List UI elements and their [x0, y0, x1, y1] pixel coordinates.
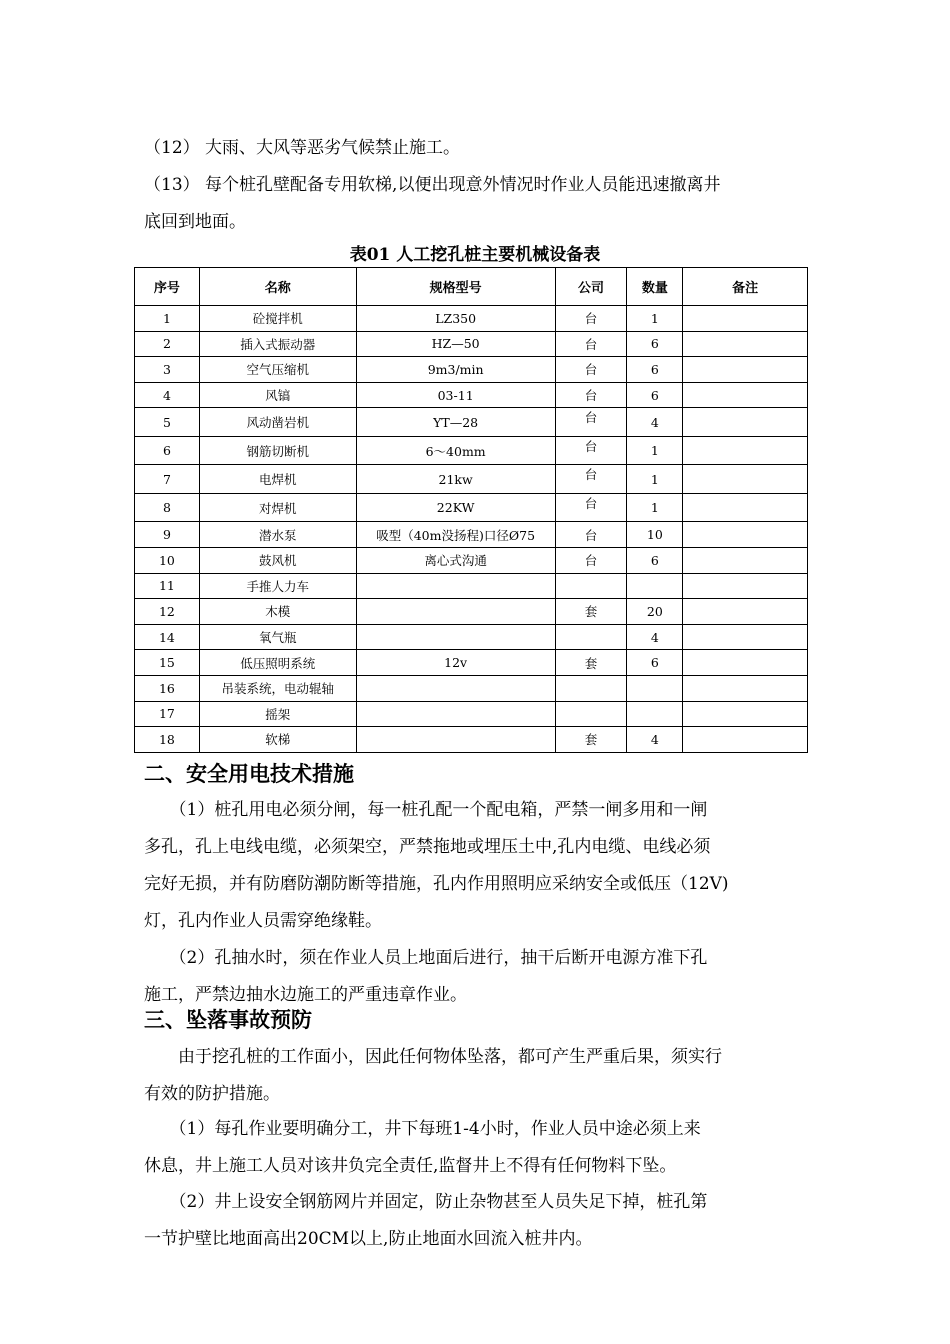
- table-cell: 17: [135, 701, 200, 727]
- table-cell: 6: [627, 650, 683, 676]
- table-row: [135, 493, 808, 522]
- table-row: [135, 357, 808, 383]
- table-cell: 6～40mm: [356, 436, 555, 465]
- paragraph-line: 多孔，孔上电线电缆，必须架空，严禁拖地或埋压土中,孔内电缆、电线必须: [144, 837, 711, 857]
- paragraph-item-12: [144, 130, 804, 167]
- paragraph-line: 有效的防护措施。: [144, 1084, 280, 1104]
- paragraph-line: （1）每孔作业要明确分工，井下每班1-4小时，作业人员中途必须上来: [144, 1119, 701, 1139]
- table-cell: 6: [135, 436, 200, 465]
- table-row: [135, 306, 808, 332]
- table-caption: 表01 人工挖孔桩主要机械设备表: [349, 245, 601, 265]
- header-cell-spec: 规格型号: [356, 268, 555, 306]
- table-cell: 风镐: [199, 382, 356, 408]
- paragraph-line: 施工，严禁边抽水边施工的严重违章作业。: [144, 985, 467, 1005]
- paragraph-line: 灯，孔内作业人员需穿绝缘鞋。: [144, 911, 382, 931]
- table-cell: 1: [627, 493, 683, 522]
- paragraph-line: 一节护壁比地面高出20CM以上,防止地面水回流入桩井内。: [144, 1229, 593, 1249]
- table-cell: 鼓风机: [199, 547, 356, 573]
- table-row: [135, 408, 808, 437]
- table-row: [135, 522, 808, 548]
- table-cell: 吊装系统，电动辊轴: [199, 675, 356, 701]
- table-cell: [683, 382, 808, 408]
- table-row: [135, 573, 808, 599]
- table-row: [135, 436, 808, 465]
- table-cell: [683, 650, 808, 676]
- table-cell: [555, 436, 627, 465]
- paragraph: [144, 940, 804, 1014]
- table-cell: 砼搅拌机: [199, 306, 356, 332]
- table-row: [135, 599, 808, 625]
- table-cell: 8: [135, 493, 200, 522]
- header-cell-remarks: 备注: [683, 268, 808, 306]
- table-cell: 台: [555, 357, 627, 383]
- table-cell: 7: [135, 465, 200, 494]
- table-row: [135, 547, 808, 573]
- table-cell: 套: [555, 599, 627, 625]
- table-cell: 4: [627, 624, 683, 650]
- table-cell: 1: [627, 306, 683, 332]
- table-cell: LZ350: [356, 306, 555, 332]
- table-row: [135, 727, 808, 753]
- table-cell: [555, 675, 627, 701]
- table-cell: 电焊机: [199, 465, 356, 494]
- paragraph-item-13: [144, 167, 804, 241]
- paragraph: [144, 1039, 804, 1113]
- header-cell-unit: 公司: [555, 268, 627, 306]
- table-cell: 21kw: [356, 465, 555, 494]
- table-row: [135, 331, 808, 357]
- table-cell: [356, 727, 555, 753]
- table-cell: [683, 573, 808, 599]
- table-cell: 氧气瓶: [199, 624, 356, 650]
- table-cell: 11: [135, 573, 200, 599]
- table-cell: 吸型（40m没扬程)口径Ø75: [356, 522, 555, 548]
- table-cell: 离心式沟通: [356, 547, 555, 573]
- table-cell: 台: [555, 547, 627, 573]
- table-cell: 1: [135, 306, 200, 332]
- table-cell: 18: [135, 727, 200, 753]
- table-cell: 12: [135, 599, 200, 625]
- paragraph-line: 由于挖孔桩的工作面小，因此任何物体坠落，都可产生严重后果，须实行: [144, 1047, 722, 1067]
- paragraph: [144, 1111, 804, 1185]
- paragraph-line: 完好无损，并有防磨防潮防断等措施，孔内作用照明应采纳安全或低压（12V): [144, 874, 729, 894]
- cell-text: 台: [584, 410, 598, 426]
- section-heading: 二、安全用电技术措施: [144, 761, 354, 786]
- table-cell: 风动凿岩机: [199, 408, 356, 437]
- table-cell: HZ—50: [356, 331, 555, 357]
- table-cell: 软梯: [199, 727, 356, 753]
- table-header-row: [135, 268, 808, 306]
- table-cell: 2: [135, 331, 200, 357]
- cell-text: 台: [584, 495, 598, 511]
- table-cell: [555, 624, 627, 650]
- paragraph-line: （12） 大雨、大风等恶劣气候禁止施工。: [144, 138, 461, 158]
- table-cell: 摇架: [199, 701, 356, 727]
- table-cell: 低压照明系统: [199, 650, 356, 676]
- table-cell: 套: [555, 727, 627, 753]
- header-cell-quantity: 数量: [627, 268, 683, 306]
- table-cell: [683, 436, 808, 465]
- table-cell: 5: [135, 408, 200, 437]
- table-cell: 9: [135, 522, 200, 548]
- table-cell: [683, 599, 808, 625]
- table-cell: 钢筋切断机: [199, 436, 356, 465]
- table-cell: [627, 675, 683, 701]
- table-cell: [555, 701, 627, 727]
- table-cell: 空气压缩机: [199, 357, 356, 383]
- table-row: [135, 675, 808, 701]
- table-cell: 6: [627, 382, 683, 408]
- table-cell: [356, 573, 555, 599]
- table-cell: 6: [627, 357, 683, 383]
- table-cell: [683, 408, 808, 437]
- table-cell: [683, 727, 808, 753]
- table-cell: 套: [555, 650, 627, 676]
- table-cell: [627, 573, 683, 599]
- table-cell: 20: [627, 599, 683, 625]
- table-cell: 15: [135, 650, 200, 676]
- table-cell: 16: [135, 675, 200, 701]
- table-cell: [683, 357, 808, 383]
- table-cell: 4: [627, 408, 683, 437]
- paragraph-line: （13） 每个桩孔壁配备专用软梯,以便出现意外情况时作业人员能迅速撤离井: [144, 175, 721, 195]
- paragraph-line: （2）孔抽水时，须在作业人员上地面后进行，抽干后断开电源方准下孔: [144, 948, 708, 968]
- paragraph: [144, 792, 804, 940]
- header-cell-name: 名称: [199, 268, 356, 306]
- table-cell: 潜水泵: [199, 522, 356, 548]
- table-cell: 9m3/min: [356, 357, 555, 383]
- table-cell: [555, 408, 627, 437]
- table-cell: 台: [555, 522, 627, 548]
- table-cell: [683, 331, 808, 357]
- table-cell: 10: [627, 522, 683, 548]
- paragraph-line: （2）井上设安全钢筋网片并固定，防止杂物甚至人员失足下掉，桩孔第: [144, 1192, 708, 1212]
- paragraph-line: 底回到地面。: [144, 212, 246, 232]
- table-cell: 木模: [199, 599, 356, 625]
- table-cell: [683, 306, 808, 332]
- table-cell: 03-11: [356, 382, 555, 408]
- table-cell: [683, 465, 808, 494]
- table-cell: [555, 465, 627, 494]
- paragraph: [144, 1184, 804, 1258]
- table-cell: 台: [555, 382, 627, 408]
- table-cell: YT—28: [356, 408, 555, 437]
- table-cell: 4: [627, 727, 683, 753]
- cell-text: 台: [584, 438, 598, 454]
- paragraph-line: 休息，井上施工人员对该井负完全责任,监督井上不得有任何物料下坠。: [144, 1156, 677, 1176]
- table-cell: [683, 675, 808, 701]
- table-cell: 台: [555, 306, 627, 332]
- table-cell: [356, 624, 555, 650]
- table-row: [135, 465, 808, 494]
- table-cell: [683, 522, 808, 548]
- equipment-table: [134, 267, 808, 753]
- table-cell: 3: [135, 357, 200, 383]
- table-cell: 插入式振动器: [199, 331, 356, 357]
- table-cell: [683, 701, 808, 727]
- table-cell: 4: [135, 382, 200, 408]
- table-cell: 10: [135, 547, 200, 573]
- table-cell: [356, 599, 555, 625]
- table-cell: [356, 701, 555, 727]
- table-cell: [627, 701, 683, 727]
- paragraph-line: （1）桩孔用电必须分闸，每一桩孔配一个配电箱，严禁一闸多用和一闸: [144, 800, 708, 820]
- table-row: [135, 624, 808, 650]
- table-cell: [555, 573, 627, 599]
- table-cell: 6: [627, 547, 683, 573]
- table-cell: 6: [627, 331, 683, 357]
- table-cell: 1: [627, 436, 683, 465]
- table-cell: [356, 675, 555, 701]
- section-heading: 三、坠落事故预防: [144, 1007, 312, 1032]
- table-cell: 台: [555, 331, 627, 357]
- table-cell: 1: [627, 465, 683, 494]
- table-cell: 12v: [356, 650, 555, 676]
- table-cell: 对焊机: [199, 493, 356, 522]
- table-cell: 22KW: [356, 493, 555, 522]
- table-row: [135, 382, 808, 408]
- table-cell: 14: [135, 624, 200, 650]
- header-cell-index: 序号: [135, 268, 200, 306]
- table-cell: [555, 493, 627, 522]
- table-cell: [683, 547, 808, 573]
- table-cell: [683, 493, 808, 522]
- table-row: [135, 650, 808, 676]
- table-row: [135, 701, 808, 727]
- table-cell: [683, 624, 808, 650]
- table-cell: 手推人力车: [199, 573, 356, 599]
- cell-text: 台: [584, 467, 598, 483]
